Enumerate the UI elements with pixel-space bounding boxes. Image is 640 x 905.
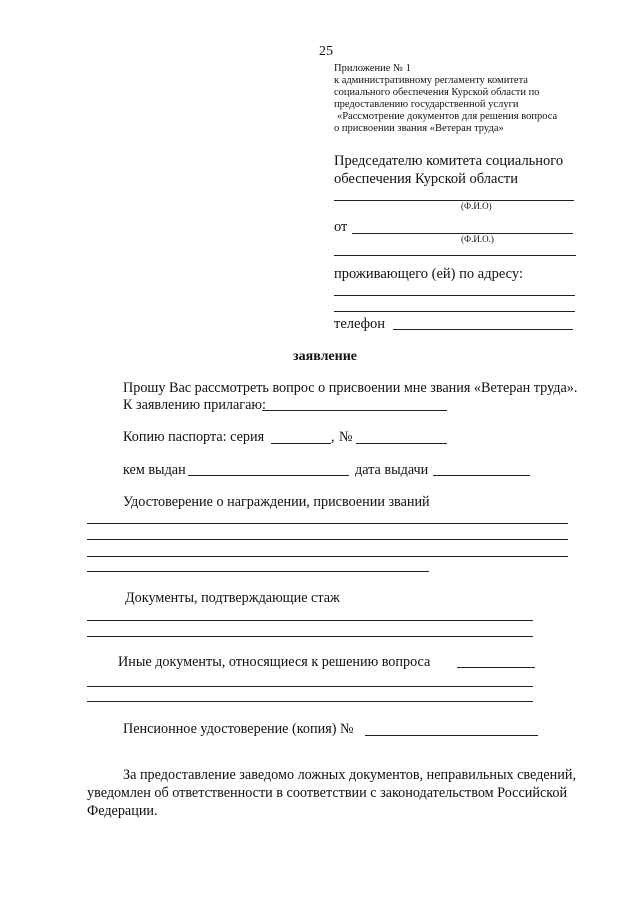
pension-number-line[interactable] [365, 735, 538, 736]
award-field-line[interactable] [87, 571, 429, 572]
other-docs-field-line[interactable] [87, 701, 533, 702]
appendix-line: социального обеспечения Курской области по [334, 87, 540, 98]
other-docs-field-line[interactable] [87, 686, 533, 687]
address-label: проживающего (ей) по адресу: [334, 266, 523, 282]
attach-field-line[interactable] [262, 410, 447, 411]
address-field-line-2[interactable] [334, 311, 575, 312]
from-label: от [334, 219, 348, 235]
award-field-line[interactable] [87, 539, 568, 540]
page-number: 25 [319, 44, 333, 59]
issue-date-line[interactable] [433, 475, 530, 476]
fio-field-line[interactable] [334, 200, 574, 201]
appendix-line: о присвоении звания «Ветеран труда» [334, 123, 504, 134]
appendix-line: к административному регламенту комитета [334, 75, 528, 86]
appendix-line: «Рассмотрение документов для решения вопроса [337, 111, 558, 122]
phone-field-line[interactable] [393, 329, 573, 330]
passport-series-line[interactable] [271, 443, 331, 444]
experience-field-line[interactable] [87, 636, 533, 637]
appendix-line: Приложение № 1 [334, 63, 411, 74]
issue-date-label: дата выдачи [355, 462, 429, 478]
experience-field-line[interactable] [87, 620, 533, 621]
warning-text: уведомлен об ответственности в соответствии с законодательством Российской [87, 785, 568, 801]
award-field-line[interactable] [87, 523, 568, 524]
experience-label: Документы, подтверждающие стаж [125, 590, 340, 606]
addressee-line: Председателю комитета социального [334, 153, 564, 169]
passport-number-line[interactable] [356, 443, 447, 444]
award-label: Удостоверение о награждении, присвоении званий [123, 494, 430, 510]
addressee-line: обеспечения Курской области [334, 171, 518, 187]
award-field-line[interactable] [87, 556, 568, 557]
fio-hint: (Ф.И.О) [461, 201, 492, 211]
other-docs-inline-line[interactable] [457, 667, 535, 668]
request-text: Прошу Вас рассмотреть вопрос о присвоении мне звания «Ветеран труда». [123, 380, 578, 396]
issued-by-label: кем выдан [123, 462, 186, 478]
warning-text: За предоставление заведомо ложных документов, неправильных сведений, [123, 767, 576, 783]
other-docs-label: Иные документы, относящиеся к решению вопроса [118, 654, 431, 670]
passport-label: Копию паспорта: серия [123, 429, 265, 445]
phone-label: телефон [334, 316, 386, 332]
appendix-line: предоставлению государственной услуги [334, 99, 519, 110]
attach-label: К заявлению прилагаю: [123, 397, 266, 413]
passport-comma: , [331, 429, 335, 445]
fio-hint: (Ф.И.О.) [461, 234, 494, 244]
issued-by-line[interactable] [188, 475, 349, 476]
number-sign: № [339, 429, 353, 445]
warning-text: Федерации. [87, 803, 158, 819]
document-title: заявление [293, 349, 357, 364]
address-field-line[interactable] [334, 295, 575, 296]
from-field-line-2[interactable] [334, 255, 576, 256]
pension-label: Пенсионное удостоверение (копия) № [123, 721, 354, 737]
